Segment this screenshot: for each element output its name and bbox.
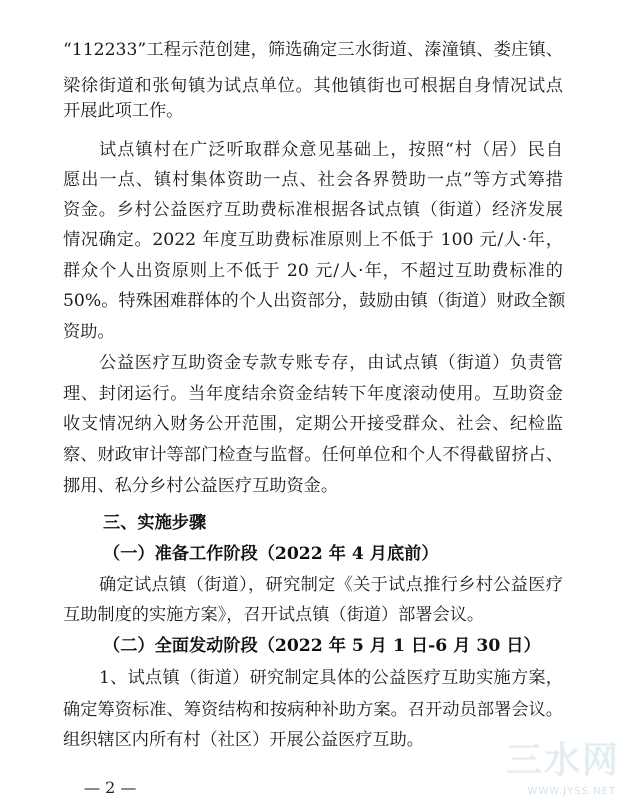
stage-heading: （二）全面发动阶段（2022 年 5 月 1 日-6 月 30 日） — [103, 636, 541, 656]
watermark — [484, 741, 624, 801]
paragraph-line: 试点镇村在广泛听取群众意见基础上，按照“村（居）民自 — [99, 140, 563, 160]
paragraph-line: 情况确定。2022 年度互助费标准原则上不低于 100 元/人·年， — [63, 230, 563, 250]
paragraph-line: “112233”工程示范创建，筛选确定三水街道、溱潼镇、娄庄镇、 — [63, 40, 563, 60]
paragraph-line: 确定试点镇（街道），研究制定《关于试点推行乡村公益医疗 — [99, 575, 563, 595]
paragraph-line: 理、封闭运行。当年度结余资金结转下年度滚动使用。互助资金 — [63, 384, 563, 404]
paragraph-line: 确定筹资标准、筹资结构和按病种补助方案。召开动员部署会议。 — [63, 700, 563, 720]
paragraph-line: 察、财政审计等部门检查与监督。任何单位和个人不得截留挤占、 — [63, 445, 563, 465]
paragraph-line: 愿出一点、镇村集体资助一点、社会各界赞助一点”等方式筹措 — [63, 170, 563, 190]
paragraph-line: 50%。特殊困难群体的个人出资部分，鼓励由镇（街道）财政全额 — [63, 291, 566, 311]
page-number: — 2 — — [84, 778, 137, 797]
section-heading: 三、实施步骤 — [103, 513, 207, 533]
paragraph-line: 开展此项工作。 — [63, 101, 184, 121]
watermark-url: WWW.JYSS.NET — [527, 786, 616, 797]
paragraph-line: 资助。 — [63, 322, 115, 342]
paragraph-line: 收支情况纳入财务公开范围，定期公开接受群众、社会、纪检监 — [63, 414, 563, 434]
stage-heading: （一）准备工作阶段（2022 年 4 月底前） — [103, 544, 439, 564]
paragraph-line: 资金。乡村公益医疗互助费标准根据各试点镇（街道）经济发展 — [63, 200, 563, 220]
paragraph-line: 互助制度的实施方案》，召开试点镇（街道）部署会议。 — [63, 605, 485, 625]
paragraph-line: 群众个人出资原则上不低于 20 元/人·年，不超过互助费标准的 — [63, 261, 563, 281]
paragraph-line: 梁徐街道和张甸镇为试点单位。其他镇街也可根据自身情况试点 — [63, 76, 563, 96]
paragraph-line: 组织辖区内所有村（社区）开展公益医疗互助。 — [63, 730, 424, 750]
watermark-logo: 三水网 — [505, 740, 620, 781]
paragraph-line: 公益医疗互助资金专款专账专存，由试点镇（街道）负责管 — [99, 353, 563, 373]
paragraph-line: 挪用、私分乡村公益医疗互助资金。 — [63, 476, 339, 496]
paragraph-line: 1、试点镇（街道）研究制定具体的公益医疗互助实施方案， — [99, 668, 563, 688]
